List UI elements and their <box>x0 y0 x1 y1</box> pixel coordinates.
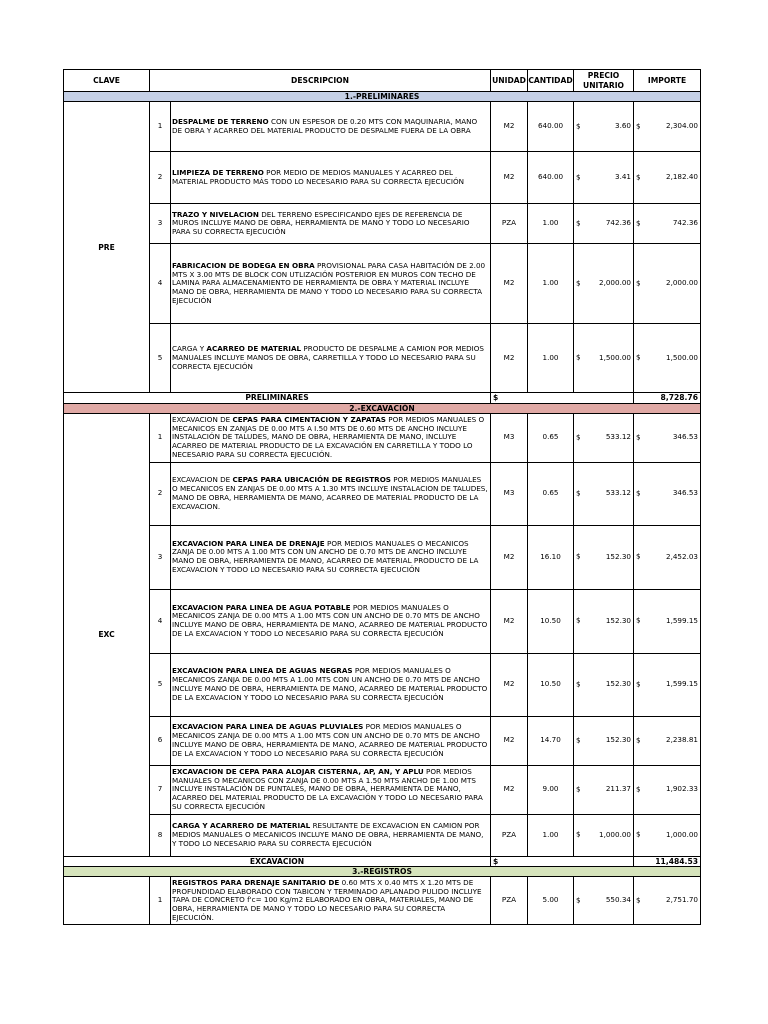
currency-symbol: $ <box>576 895 581 905</box>
item-number: 3 <box>150 525 171 589</box>
currency-symbol: $ <box>576 551 581 561</box>
unit-price-value: 3.60 <box>615 121 632 131</box>
currency-symbol: $ <box>576 352 581 362</box>
subtotal-amount: 8,728.76 <box>634 393 701 403</box>
table-row <box>64 525 701 589</box>
item-number: 4 <box>150 589 171 653</box>
item-unit-price <box>574 653 634 716</box>
item-unit-price <box>574 877 634 925</box>
description-text: POR MEDIOS MANUALES O MECANICOS ZANJA DE 0.00 MTS A 1.00 MTS CON UN ANCHO DE 0.70 MTS DE ANCHO INCLUYE MANO DE OBRA, HERRAMIENTA DE MANO, ACARREO DE MATERIAL PRODUCTO DE LA EXCAVACION Y TODO LO NECESARIO PARA SU CORRECTA EJECUCIÓN <box>172 722 488 758</box>
section-title: 1.-PRELIMINARES <box>64 92 701 102</box>
unit-price-value: 1,500.00 <box>599 352 632 362</box>
description-bold: EXCAVACION PARA LINEA DE AGUA POTABLE <box>172 602 351 612</box>
section-title: 2.-EXCAVACIÓN <box>64 403 701 413</box>
currency-symbol: $ <box>576 121 581 131</box>
item-quantity: 9.00 <box>528 765 574 814</box>
description-text: POR MEDIOS MANUALES O MECANICOS EN ZANJAS DE 0.00 MTS A 1.30 MTS INCLUYE INSTALACION DE TALUDES, MANO DE OBRA, HERRAMIENTA DE MANO, ACARREO DE MATERIAL PRODUCTO DE LA EXCAVACION. <box>172 475 488 511</box>
item-unit: M2 <box>491 589 528 653</box>
item-quantity: 1.00 <box>528 814 574 856</box>
description-prefix: EXCAVACION DE <box>172 414 233 424</box>
item-description <box>171 413 491 462</box>
description-bold: REGISTROS PARA DRENAJE SANITARIO DE <box>172 877 340 887</box>
description-text: DEL TERRENO ESPECIFICANDO EJES DE REFERENCIA DE MUROS INCLUYE MANO DE OBRA, HERRAMIENTA DE MANO Y TODO LO NECESARIO PARA SU CORRECTA EJECUCIÓN <box>172 209 470 237</box>
item-number: 8 <box>150 814 171 856</box>
table-row <box>64 413 701 462</box>
header-cantidad: CANTIDAD <box>528 70 574 92</box>
table-row <box>64 244 701 324</box>
item-amount <box>634 462 701 525</box>
description-bold: LIMPIEZA DE TERRENO <box>172 167 264 177</box>
description-text: 0.60 MTS X 0.40 MTS X 1.20 MTS DE PROFUNDIDAD ELABORADO CON TABICON Y TERMINADO APLANADO PULIDO INCLUYE TAPA DE CONCRETO f'c= 100 Kg/m2 ELABORADO EN OBRA, MATERIALES, MANO DE OBRA, HERRAMIENTA DE MANO Y TODO LO NECESARIO PARA SU CORRECTA EJECUCIÓN. <box>172 877 482 922</box>
item-number: 1 <box>150 102 171 152</box>
item-quantity: 14.70 <box>528 716 574 765</box>
section-title: 3.-REGISTROS <box>64 867 701 877</box>
currency-symbol: $ <box>636 352 641 362</box>
item-quantity: 640.00 <box>528 102 574 152</box>
item-unit-price <box>574 814 634 856</box>
description-text: POR MEDIO DE MEDIOS MANUALES Y ACARREO DEL MATERIAL PRODUCTO MÁS TODO LO NECESARIO PARA SU CORRECTA EJECUCIÓN <box>172 167 464 186</box>
currency-symbol: $ <box>576 278 581 288</box>
table-row <box>64 765 701 814</box>
unit-price-value: 533.12 <box>605 432 632 442</box>
description-text: PROVISIONAL PARA CASA HABITACIÓN DE 2.00 MTS X 3.00 MTS DE BLOCK CON UTLIZACIÓN POSTERIOR EN MUROS CON TECHO DE LAMINA PARA ALMACENAMIENTO DE HERRAMIENTA DE OBRA Y MATERIAL INCLUYE MANO DE OBRA, HERRAMIENTA DE MANO Y TODO LO NECESARIO PARA SU CORRECTA EJECUCIÓN <box>172 260 486 305</box>
item-quantity: 640.00 <box>528 152 574 204</box>
description-bold: CEPAS PARA CIMENTACION Y ZAPATAS <box>232 414 386 424</box>
amount-value: 2,452.03 <box>666 551 699 561</box>
description-text: POR MEDIOS MANUALES O MECANICOS ZANJA DE 0.00 MTS A 1.00 MTS CON UN ANCHO DE 0.70 MTS DE ANCHO INCLUYE MANO DE OBRA, HERRAMIENTA DE MANO, ACARREO DE MATERIAL PRODUCTO DE LA EXCAVACION Y TODO LO NECESARIO PARA SU CORRECTA EJECUCIÓN <box>172 602 488 639</box>
item-description <box>171 716 491 765</box>
description-text: POR MEDIOS MANUALES O MECANICOS ZANJA DE 0.00 MTS A 1.00 MTS CON UN ANCHO DE 0.70 MTS DE ANCHO INCLUYE MANO DE OBRA, HERRAMIENTA DE MANO, ACARREO DE MATERIAL PRODUCTO DE LA EXCAVACION Y TODO LO NECESARIO PARA SU CORRECTA EJECUCIÓN <box>172 538 479 575</box>
amount-value: 2,304.00 <box>666 121 699 131</box>
item-unit: M3 <box>491 413 528 462</box>
item-description <box>171 877 491 925</box>
item-unit-price <box>574 525 634 589</box>
item-amount <box>634 152 701 204</box>
item-description <box>171 589 491 653</box>
item-amount <box>634 716 701 765</box>
item-quantity: 0.65 <box>528 413 574 462</box>
description-bold: ACARREO DE MATERIAL <box>206 344 302 354</box>
item-quantity: 1.00 <box>528 204 574 244</box>
unit-price-value: 742.36 <box>605 218 632 228</box>
item-amount <box>634 877 701 925</box>
table-body <box>64 92 701 925</box>
subtotal-row <box>64 856 701 866</box>
item-number: 4 <box>150 244 171 324</box>
item-description <box>171 462 491 525</box>
currency-symbol: $ <box>576 488 581 498</box>
description-prefix: EXCAVACION DE <box>172 475 233 485</box>
item-unit: M2 <box>491 324 528 393</box>
currency-symbol: $ <box>576 735 581 745</box>
item-unit: PZA <box>491 204 528 244</box>
item-description <box>171 814 491 856</box>
item-unit-price <box>574 765 634 814</box>
subtotal-currency: $ <box>491 856 634 866</box>
item-quantity: 1.00 <box>528 244 574 324</box>
section-header-row <box>64 92 701 102</box>
description-text: RESULTANTE DE EXCAVACION EN CAMION POR MEDIOS MANUALES O MECANICOS INCLUYE MANO DE OBRA, HERRAMIENTA DE MANO, Y TODO LO NECESARIO PARA SU CORRECTA EJECUCIÓN <box>172 821 484 848</box>
table-row <box>64 152 701 204</box>
unit-price-value: 152.30 <box>605 679 632 689</box>
item-amount <box>634 204 701 244</box>
item-unit: M2 <box>491 525 528 589</box>
item-unit: M3 <box>491 462 528 525</box>
currency-symbol: $ <box>636 488 641 498</box>
item-description <box>171 525 491 589</box>
currency-symbol: $ <box>636 218 641 228</box>
item-quantity: 10.50 <box>528 653 574 716</box>
item-unit: M2 <box>491 765 528 814</box>
amount-value: 1,500.00 <box>666 352 699 362</box>
table-row <box>64 716 701 765</box>
clave-cell <box>64 877 150 925</box>
item-unit: M2 <box>491 653 528 716</box>
amount-value: 346.53 <box>672 432 699 442</box>
table-row <box>64 204 701 244</box>
item-amount <box>634 324 701 393</box>
item-unit-price <box>574 716 634 765</box>
header-row <box>64 70 701 92</box>
section-header-row <box>64 867 701 877</box>
description-bold: DESPALME DE TERRENO <box>172 116 269 126</box>
amount-value: 2,000.00 <box>666 278 699 288</box>
currency-symbol: $ <box>636 278 641 288</box>
currency-symbol: $ <box>576 829 581 839</box>
item-description <box>171 204 491 244</box>
description-text: POR MEDIOS MANUALES O MECANICOS CON ZANJA DE 0.00 MTS A 1.50 MTS ANCHO DE 1.00 MTS INCLUYE INSTALACIÓN DE PUNTALES, MANO DE OBRA, HERRAMIENTA DE MANO, ACARREO DEL MATERIAL PRODUCTO DE LA EXCAVACIÓN Y TODO LO NECESARIO PARA SU CORRECTA EJECUCIÓN <box>172 766 483 811</box>
description-bold: EXCAVACION PARA LINEA DE AGUAS PLUVIALES <box>172 722 364 732</box>
amount-value: 2,238.81 <box>666 735 699 745</box>
currency-symbol: $ <box>576 615 581 625</box>
item-unit-price <box>574 204 634 244</box>
subtotal-label: PRELIMINARES <box>64 393 491 403</box>
subtotal-row <box>64 393 701 403</box>
clave-cell: PRE <box>64 102 150 393</box>
item-number: 6 <box>150 716 171 765</box>
currency-symbol: $ <box>636 615 641 625</box>
table-row <box>64 653 701 716</box>
currency-symbol: $ <box>576 432 581 442</box>
description-bold: TRAZO Y NIVELACION <box>172 209 259 219</box>
table-row <box>64 102 701 152</box>
item-description <box>171 324 491 393</box>
budget-table <box>63 69 701 925</box>
item-number: 7 <box>150 765 171 814</box>
amount-value: 1,902.33 <box>666 784 699 794</box>
item-amount <box>634 413 701 462</box>
item-unit: PZA <box>491 814 528 856</box>
currency-symbol: $ <box>636 829 641 839</box>
item-unit-price <box>574 102 634 152</box>
item-quantity: 0.65 <box>528 462 574 525</box>
item-unit: M2 <box>491 102 528 152</box>
description-prefix: CARGA Y <box>172 344 207 354</box>
item-number: 5 <box>150 653 171 716</box>
description-text: POR MEDIOS MANUALES O MECANICOS ZANJA DE 0.00 MTS A 1.00 MTS CON UN ANCHO DE 0.70 MTS DE ANCHO INCLUYE MANO DE OBRA, HERRAMIENTA DE MANO, ACARREO DE MATERIAL PRODUCTO DE LA EXCAVACION Y TODO LO NECESARIO PARA SU CORRECTA EJECUCIÓN <box>172 666 488 702</box>
header-importe: IMPORTE <box>634 70 701 92</box>
item-description <box>171 653 491 716</box>
unit-price-value: 2,000.00 <box>599 278 632 288</box>
header-unidad: UNIDAD <box>491 70 528 92</box>
item-quantity: 16.10 <box>528 525 574 589</box>
item-number: 2 <box>150 152 171 204</box>
description-text: PRODUCTO DE DESPALME A CAMION POR MEDIOS MANUALES INCLUYE MANOS DE OBRA, CARRETILLA Y TODO LO NECESARIO PARA SU CORRECTA EJECUCIÓN <box>172 344 484 371</box>
item-number: 1 <box>150 413 171 462</box>
item-description <box>171 765 491 814</box>
description-bold: FABRICACION DE BODEGA EN OBRA <box>172 260 315 270</box>
item-amount <box>634 102 701 152</box>
item-description <box>171 152 491 204</box>
table-row <box>64 462 701 525</box>
unit-price-value: 3.41 <box>615 172 632 182</box>
currency-symbol: $ <box>636 895 641 905</box>
item-quantity: 5.00 <box>528 877 574 925</box>
header-precio-unitario: PRECIO UNITARIO <box>574 70 634 92</box>
description-bold: CARGA Y ACARRERO DE MATERIAL <box>172 821 311 831</box>
description-text: POR MEDIOS MANUALES O MECANICOS EN ZANJAS DE 0.00 MTS A I.50 MTS DE 0.60 MTS DE ANCHO INCLUYE INSTALACIÓN DE TALUDES, MANO DE OBRA, HERRAMIENTA DE MANO, INCLUYE ACARREO DE MATERIAL PRODUCTO DE LA EXCAVACIÓN EN CARRETILLA Y TODO LO NECESARIO PARA SU CORRECTA EJECUCIÓN. <box>172 414 485 459</box>
unit-price-value: 550.34 <box>605 895 632 905</box>
item-description <box>171 102 491 152</box>
amount-value: 2,182.40 <box>666 172 699 182</box>
currency-symbol: $ <box>636 432 641 442</box>
item-unit: PZA <box>491 877 528 925</box>
item-amount <box>634 653 701 716</box>
item-amount <box>634 765 701 814</box>
table-row <box>64 814 701 856</box>
currency-symbol: $ <box>576 784 581 794</box>
item-unit: M2 <box>491 244 528 324</box>
item-number: 5 <box>150 324 171 393</box>
unit-price-value: 533.12 <box>605 488 632 498</box>
item-unit-price <box>574 589 634 653</box>
item-unit: M2 <box>491 716 528 765</box>
unit-price-value: 211.37 <box>605 784 632 794</box>
currency-symbol: $ <box>576 679 581 689</box>
subtotal-label: EXCAVACION <box>64 856 491 866</box>
currency-symbol: $ <box>576 218 581 228</box>
description-bold: CEPAS PARA UBICACIÓN DE REGISTROS <box>232 475 391 485</box>
description-bold: EXCAVACION DE CEPA PARA ALOJAR CISTERNA, AP, AN, Y APLU <box>172 766 424 776</box>
table-row <box>64 589 701 653</box>
header-clave: CLAVE <box>64 70 150 92</box>
description-bold: EXCAVACION PARA LINEA DE AGUAS NEGRAS <box>172 666 353 676</box>
unit-price-value: 152.30 <box>605 615 632 625</box>
item-unit-price <box>574 324 634 393</box>
item-amount <box>634 525 701 589</box>
unit-price-value: 1,000.00 <box>599 829 632 839</box>
item-amount <box>634 814 701 856</box>
item-number: 2 <box>150 462 171 525</box>
header-descripcion: DESCRIPCION <box>150 70 491 92</box>
currency-symbol: $ <box>636 679 641 689</box>
item-amount <box>634 244 701 324</box>
item-number: 1 <box>150 877 171 925</box>
description-bold: EXCAVACION PARA LINEA DE DRENAJE <box>172 538 325 548</box>
clave-cell: EXC <box>64 413 150 856</box>
table-row <box>64 877 701 925</box>
subtotal-currency: $ <box>491 393 634 403</box>
currency-symbol: $ <box>636 172 641 182</box>
item-description <box>171 244 491 324</box>
amount-value: 346.53 <box>672 488 699 498</box>
section-header-row <box>64 403 701 413</box>
item-unit-price <box>574 244 634 324</box>
item-number: 3 <box>150 204 171 244</box>
item-amount <box>634 589 701 653</box>
description-text: CON UN ESPESOR DE 0.20 MTS CON MAQUINARIA, MANO DE OBRA Y ACARREO DEL MATERIAL PRODUCTO DE DESPALME FUERA DE LA OBRA <box>172 116 478 135</box>
amount-value: 742.36 <box>672 218 699 228</box>
unit-price-value: 152.30 <box>605 551 632 561</box>
item-quantity: 10.50 <box>528 589 574 653</box>
item-unit-price <box>574 413 634 462</box>
currency-symbol: $ <box>636 551 641 561</box>
amount-value: 1,599.15 <box>666 615 699 625</box>
amount-value: 1,000.00 <box>666 829 699 839</box>
item-unit: M2 <box>491 152 528 204</box>
subtotal-amount: 11,484.53 <box>634 856 701 866</box>
currency-symbol: $ <box>636 735 641 745</box>
currency-symbol: $ <box>636 784 641 794</box>
amount-value: 1,599.15 <box>666 679 699 689</box>
item-quantity: 1.00 <box>528 324 574 393</box>
unit-price-value: 152.30 <box>605 735 632 745</box>
table-row <box>64 324 701 393</box>
currency-symbol: $ <box>576 172 581 182</box>
currency-symbol: $ <box>636 121 641 131</box>
amount-value: 2,751.70 <box>666 895 699 905</box>
item-unit-price <box>574 152 634 204</box>
item-unit-price <box>574 462 634 525</box>
